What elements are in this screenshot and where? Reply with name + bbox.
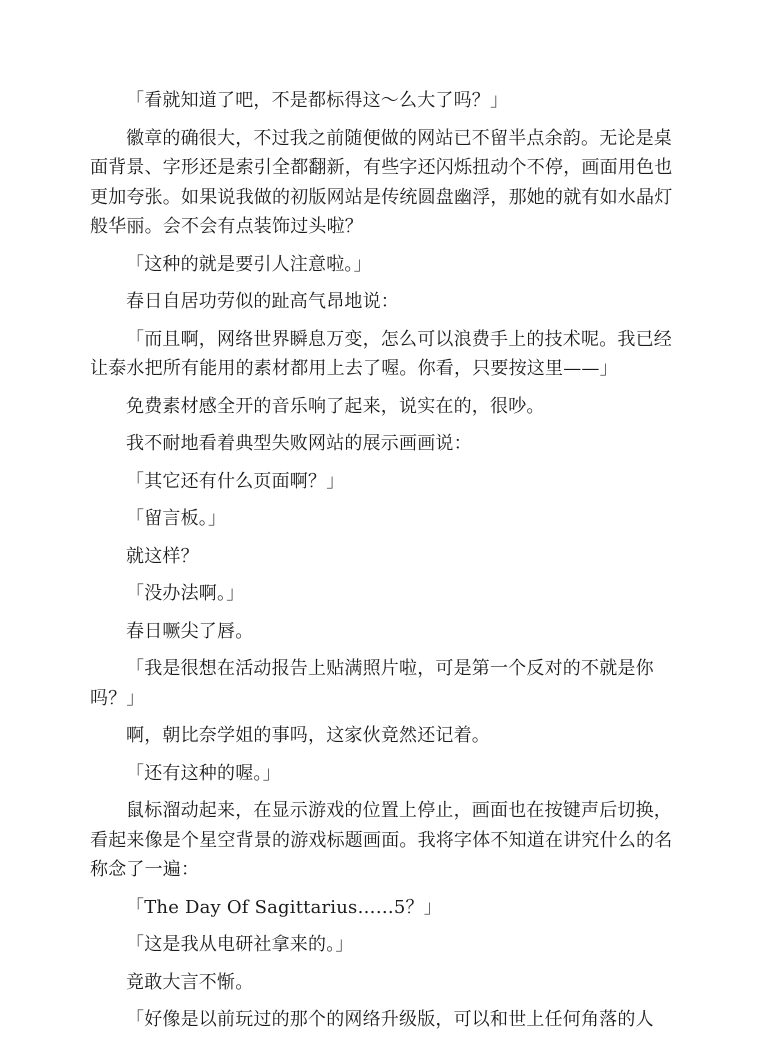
paragraph: 「还有这种的喔。」 [126, 762, 281, 784]
paragraph: 「The Day Of Sagittarius……5？」 [126, 896, 442, 918]
paragraph: 「好像是以前玩过的那个的网络升级版，可以和世上任何角落的人 [126, 1009, 654, 1030]
body-text [90, 86, 680, 1043]
paragraph: 「没办法啊。」 [126, 583, 245, 604]
paragraph: 「而且啊，网络世界瞬息万变，怎么可以浪费手上的技术呢。我已经让泰水把所有能用的素材都用上去了喔。你看，只要按这里——」 [90, 328, 672, 379]
paragraph: 竟敢大言不惭。 [126, 971, 254, 993]
paragraph: 我不耐地看着典型失败网站的展示画画说： [126, 433, 472, 454]
paragraph: 「这种的就是要引人注意啦。」 [126, 253, 372, 275]
paragraph: 鼠标溜动起来，在显示游戏的位置上停止，画面也在按键声后切换，看起来像是个星空背景的游戏标题画面。我将字体不知道在讲究什么的名称念了一遍： [90, 800, 673, 880]
paragraph: 「留言板。」 [126, 508, 227, 529]
paragraph: 「其它还有什么页面啊？」 [126, 470, 345, 492]
paragraph: 「看就知道了吧，不是都标得这～么大了吗？」 [126, 90, 509, 111]
paragraph: 免费素材感全开的音乐响了起来，说实在的，很吵。 [126, 395, 545, 417]
paragraph: 春日噘尖了唇。 [126, 620, 254, 642]
paragraph: 啊，朝比奈学姐的事吗，这家伙竟然还记着。 [126, 725, 490, 746]
paragraph: 「这是我从电研社拿来的。」 [126, 934, 354, 955]
paragraph: 就这样？ [126, 545, 199, 567]
paragraph: 春日自居功劳似的趾高气昂地说： [126, 291, 399, 312]
paragraph: 「我是很想在活动报告上贴满照片啦，可是第一个反对的不就是你吗？」 [90, 658, 654, 709]
paragraph: 徽章的确很大，不过我之前随便做的网站已不留半点余韵。无论是桌面背景、字形还是索引全都翻新，有些字还闪烁扭动个不停，画面用色也更加夸张。如果说我做的初版网站是传统圆盘幽浮，那她的就有如水晶灯般华丽。会不会有点装饰过头啦？ [90, 127, 673, 237]
